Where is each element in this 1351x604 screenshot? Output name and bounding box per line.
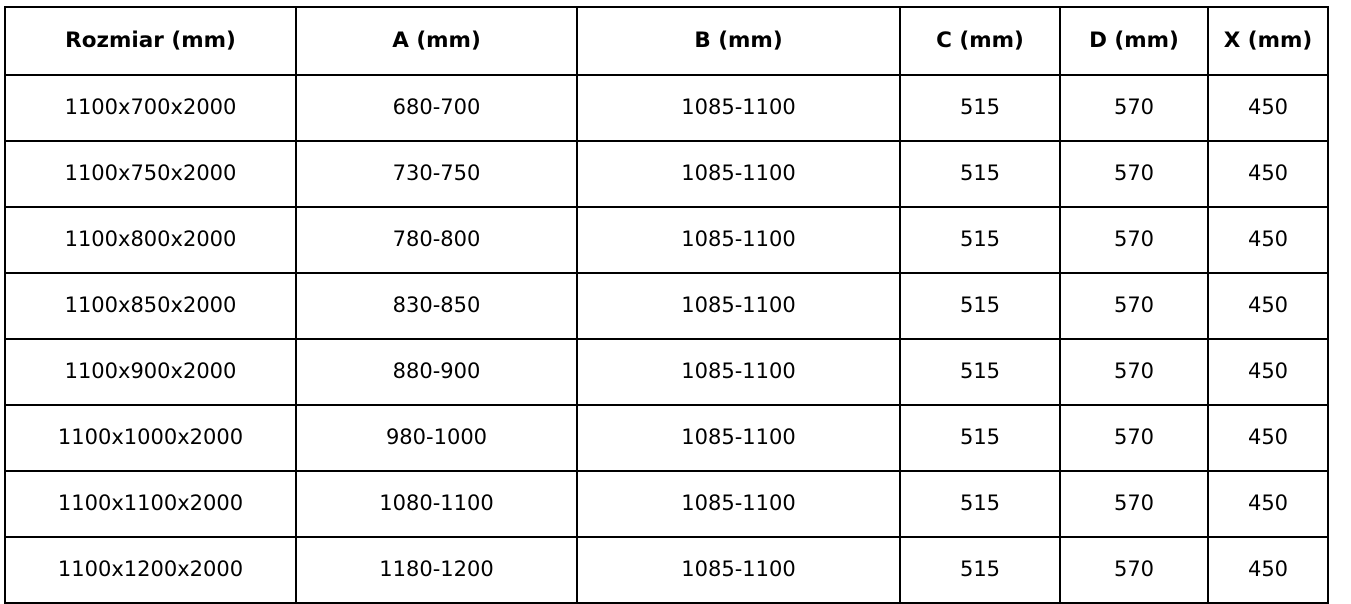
cell-a: 980-1000: [296, 405, 577, 471]
cell-a: 880-900: [296, 339, 577, 405]
cell-a: 680-700: [296, 75, 577, 141]
cell-x: 450: [1208, 471, 1328, 537]
cell-d: 570: [1060, 141, 1208, 207]
cell-c: 515: [900, 339, 1060, 405]
column-header-b: B (mm): [577, 7, 900, 75]
table-header-row: [5, 7, 1328, 75]
column-header-a: A (mm): [296, 7, 577, 75]
cell-x: 450: [1208, 273, 1328, 339]
cell-c: 515: [900, 471, 1060, 537]
cell-a: 1180-1200: [296, 537, 577, 603]
cell-d: 570: [1060, 207, 1208, 273]
table-row: [5, 471, 1328, 537]
cell-b: 1085-1100: [577, 141, 900, 207]
cell-b: 1085-1100: [577, 471, 900, 537]
cell-d: 570: [1060, 537, 1208, 603]
table-row: [5, 405, 1328, 471]
table-row: [5, 537, 1328, 603]
cell-rozmiar: 1100x700x2000: [5, 75, 296, 141]
column-header-c: C (mm): [900, 7, 1060, 75]
cell-c: 515: [900, 207, 1060, 273]
cell-a: 830-850: [296, 273, 577, 339]
cell-b: 1085-1100: [577, 207, 900, 273]
cell-b: 1085-1100: [577, 405, 900, 471]
cell-x: 450: [1208, 339, 1328, 405]
table-row: [5, 75, 1328, 141]
column-header-rozmiar: Rozmiar (mm): [5, 7, 296, 75]
cell-x: 450: [1208, 537, 1328, 603]
cell-d: 570: [1060, 75, 1208, 141]
cell-rozmiar: 1100x900x2000: [5, 339, 296, 405]
table-row: [5, 141, 1328, 207]
cell-x: 450: [1208, 405, 1328, 471]
cell-rozmiar: 1100x1200x2000: [5, 537, 296, 603]
cell-b: 1085-1100: [577, 273, 900, 339]
column-header-x: X (mm): [1208, 7, 1328, 75]
dimensions-table: [4, 6, 1329, 604]
cell-d: 570: [1060, 405, 1208, 471]
cell-x: 450: [1208, 141, 1328, 207]
cell-b: 1085-1100: [577, 537, 900, 603]
cell-c: 515: [900, 537, 1060, 603]
cell-c: 515: [900, 405, 1060, 471]
cell-a: 730-750: [296, 141, 577, 207]
table-row: [5, 339, 1328, 405]
table-body: [5, 75, 1328, 603]
table-row: [5, 273, 1328, 339]
cell-b: 1085-1100: [577, 75, 900, 141]
specification-table-container: [0, 6, 1351, 597]
cell-rozmiar: 1100x800x2000: [5, 207, 296, 273]
cell-b: 1085-1100: [577, 339, 900, 405]
table-row: [5, 207, 1328, 273]
cell-d: 570: [1060, 339, 1208, 405]
cell-a: 780-800: [296, 207, 577, 273]
cell-rozmiar: 1100x750x2000: [5, 141, 296, 207]
cell-rozmiar: 1100x850x2000: [5, 273, 296, 339]
cell-rozmiar: 1100x1000x2000: [5, 405, 296, 471]
cell-a: 1080-1100: [296, 471, 577, 537]
cell-rozmiar: 1100x1100x2000: [5, 471, 296, 537]
cell-x: 450: [1208, 207, 1328, 273]
table-header: [5, 7, 1328, 75]
column-header-d: D (mm): [1060, 7, 1208, 75]
cell-d: 570: [1060, 471, 1208, 537]
cell-d: 570: [1060, 273, 1208, 339]
cell-c: 515: [900, 75, 1060, 141]
cell-c: 515: [900, 273, 1060, 339]
cell-c: 515: [900, 141, 1060, 207]
cell-x: 450: [1208, 75, 1328, 141]
